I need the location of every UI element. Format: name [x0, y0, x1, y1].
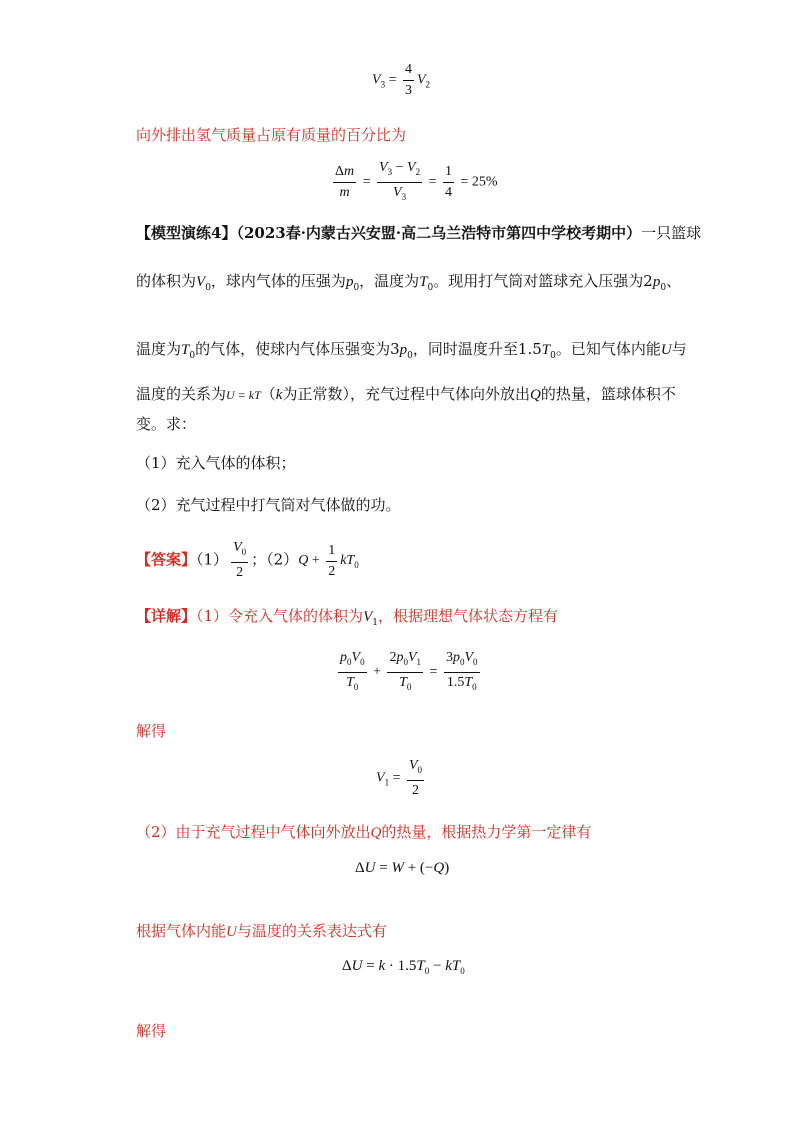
equation-state: $\frac{p_0V_0}{T_0}$ + $\frac{2p_0V_1}{T_0}$ = $\frac{3p_0V_0}{1.5T_0}$ [340, 650, 478, 692]
answer-line: 【答案】（1） $\frac{V_0}{2}$ ；（2）Q + $\frac{1}{2}$ $kT_0$ [136, 540, 359, 580]
problem-line-1: 【模型演练4】（2023春·内蒙古兴安盟·高二乌兰浩特市第四中学校考期中）一只篮球 [136, 224, 702, 242]
equation-v3: $V_3$ = $\frac{4}{3}$ $V_2$ [372, 62, 431, 98]
question-2: （2）充气过程中打气筒对气体做的功。 [136, 496, 401, 514]
equation-v1: $V_1$ = $\frac{V_0}{2}$ [376, 758, 423, 798]
solve-label-2: 解得 [136, 1022, 167, 1040]
problem-line-3: 温度为$T_0$的气体，使球内气体压强变为$3p_0$，同时温度升至$1.5T_0$。已知气体内能U与 [136, 340, 687, 361]
problem-line-5: 变。求： [136, 415, 197, 433]
equation-first-law: ΔU = W + (−Q) [355, 860, 450, 876]
solve-label-1: 解得 [136, 722, 167, 740]
problem-source: （2023春·内蒙古兴安盟·高二乌兰浩特市第四中学校考期中） [236, 224, 642, 242]
answer-tag: 【答案】 [136, 550, 197, 569]
detail-line-1: 【详解】（1）令充入气体的体积为$V_1$，根据理想气体状态方程有 [136, 607, 558, 628]
detail-line-2: （2）由于充气过程中气体向外放出Q的热量，根据热力学第一定律有 [136, 823, 592, 841]
ratio-label: 向外排出氢气质量占原有质量的百分比为 [136, 126, 407, 144]
detail-tag: 【详解】 [136, 607, 197, 625]
detail-line-3: 根据气体内能U与温度的关系表达式有 [136, 922, 387, 940]
equation-mass-ratio: $\frac{\Delta m}{m}$ = $\frac{V_3 - V_2}{V_3}$ = $\frac{1}{4}$ = 25% [335, 160, 498, 202]
problem-line-4: 温度的关系为U = kT（k为正常数），充气过程中气体向外放出Q的热量，篮球体积不 [136, 385, 676, 403]
question-1: （1）充入气体的体积； [136, 454, 296, 472]
problem-line-2: 的体积为$V_0$，球内气体的压强为$p_0$，温度为$T_0$。现用打气筒对篮球充入压强为$2p_0$、 [136, 272, 682, 293]
problem-tag: 【模型演练4】 [136, 224, 237, 242]
equation-internal-energy: $\Delta U = k \cdot 1.5T_0 - kT_0$ [342, 958, 465, 976]
